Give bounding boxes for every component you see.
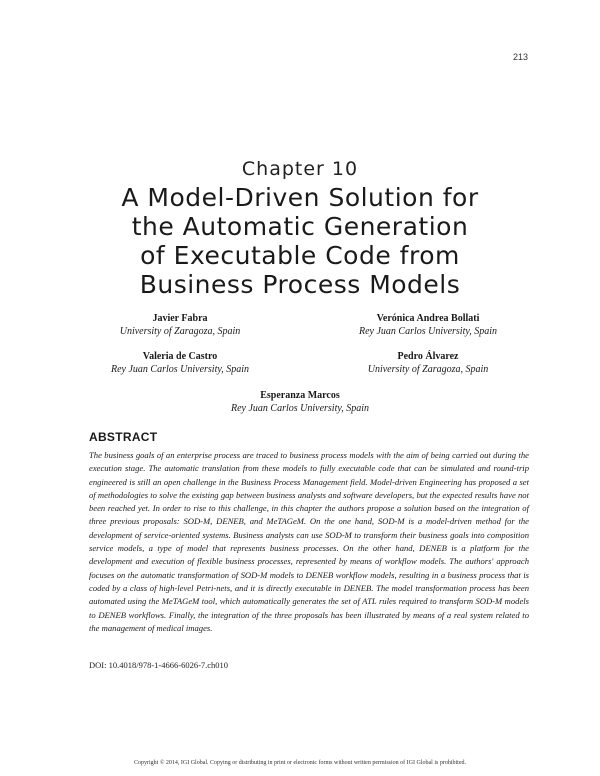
copyright-notice: Copyright © 2014, IGI Global. Copying or distributing in print or electronic forms without written permission of IGI Global is prohibited. xyxy=(133,760,466,766)
author-block xyxy=(298,312,558,338)
author-affiliation: Rey Juan Carlos University, Spain xyxy=(230,403,370,414)
doi-text: DOI: 10.4018/978-1-4666-6026-7.ch010 xyxy=(89,660,229,670)
abstract-heading: ABSTRACT xyxy=(89,430,158,444)
author-affiliation: University of Zaragoza, Spain xyxy=(367,364,489,375)
page-number: 213 xyxy=(512,52,528,62)
author-name: Esperanza Marcos xyxy=(260,390,340,401)
abstract-text: The business goals of an enterprise process are traced to business process models with the aim of being carried out during the execution stage. The automatic translation from these models to fully executable code that can be simulated and round-trip engineered is still an open challenge in the Business Process Management field. Model-driven Engineering has proposed a set of methodologies to solve the existing gap between business analysts and software developers, but the expected results have not been reached yet. In order to rise to this challenge, in this chapter the authors propose a solution based on the integration of three previous proposals: SOD-M, DENEB, and MeTAGeM. On the one hand, SOD-M is a model-driven method for the development of service-oriented systems. Business analysts can use SOD-M to transform their business goals into composition service models, a type of model that represents business processes. On the other hand, DENEB is a platform for the development and execution of flexible business processes, represented by means of workflow models. The authors' approach focuses on the automatic transformation of SOD-M models to DENEB workflow models, resulting in a business process that is coded by a class of high-level Petri-nets, and it is directly executable in DENEB. The model transformation process has been automated using the MeTAGeM tool, which automatically generates the set of ATL rules required to transform SOD-M models to DENEB workflows. Finally, the integration of the three proposals has been illustrated by means of a real system related to the management of medical images. xyxy=(89,450,529,633)
title-line: the Automatic Generation xyxy=(131,212,469,241)
chapter-label: Chapter 10 xyxy=(241,158,359,180)
author-block xyxy=(170,389,430,415)
author-affiliation: Rey Juan Carlos University, Spain xyxy=(358,326,498,337)
title-line: A Model-Driven Solution for xyxy=(121,183,479,212)
chapter-title xyxy=(60,183,540,299)
author-block xyxy=(50,350,310,376)
author-affiliation: University of Zaragoza, Spain xyxy=(119,326,241,337)
title-line: of Executable Code from xyxy=(140,241,460,270)
author-affiliation: Rey Juan Carlos University, Spain xyxy=(110,364,250,375)
author-name: Javier Fabra xyxy=(152,313,208,324)
author-name: Verónica Andrea Bollati xyxy=(376,313,480,324)
author-name: Valeria de Castro xyxy=(142,351,218,362)
author-name: Pedro Álvarez xyxy=(397,351,459,362)
author-block xyxy=(50,312,310,338)
title-line: Business Process Models xyxy=(139,270,461,299)
author-block xyxy=(298,350,558,376)
